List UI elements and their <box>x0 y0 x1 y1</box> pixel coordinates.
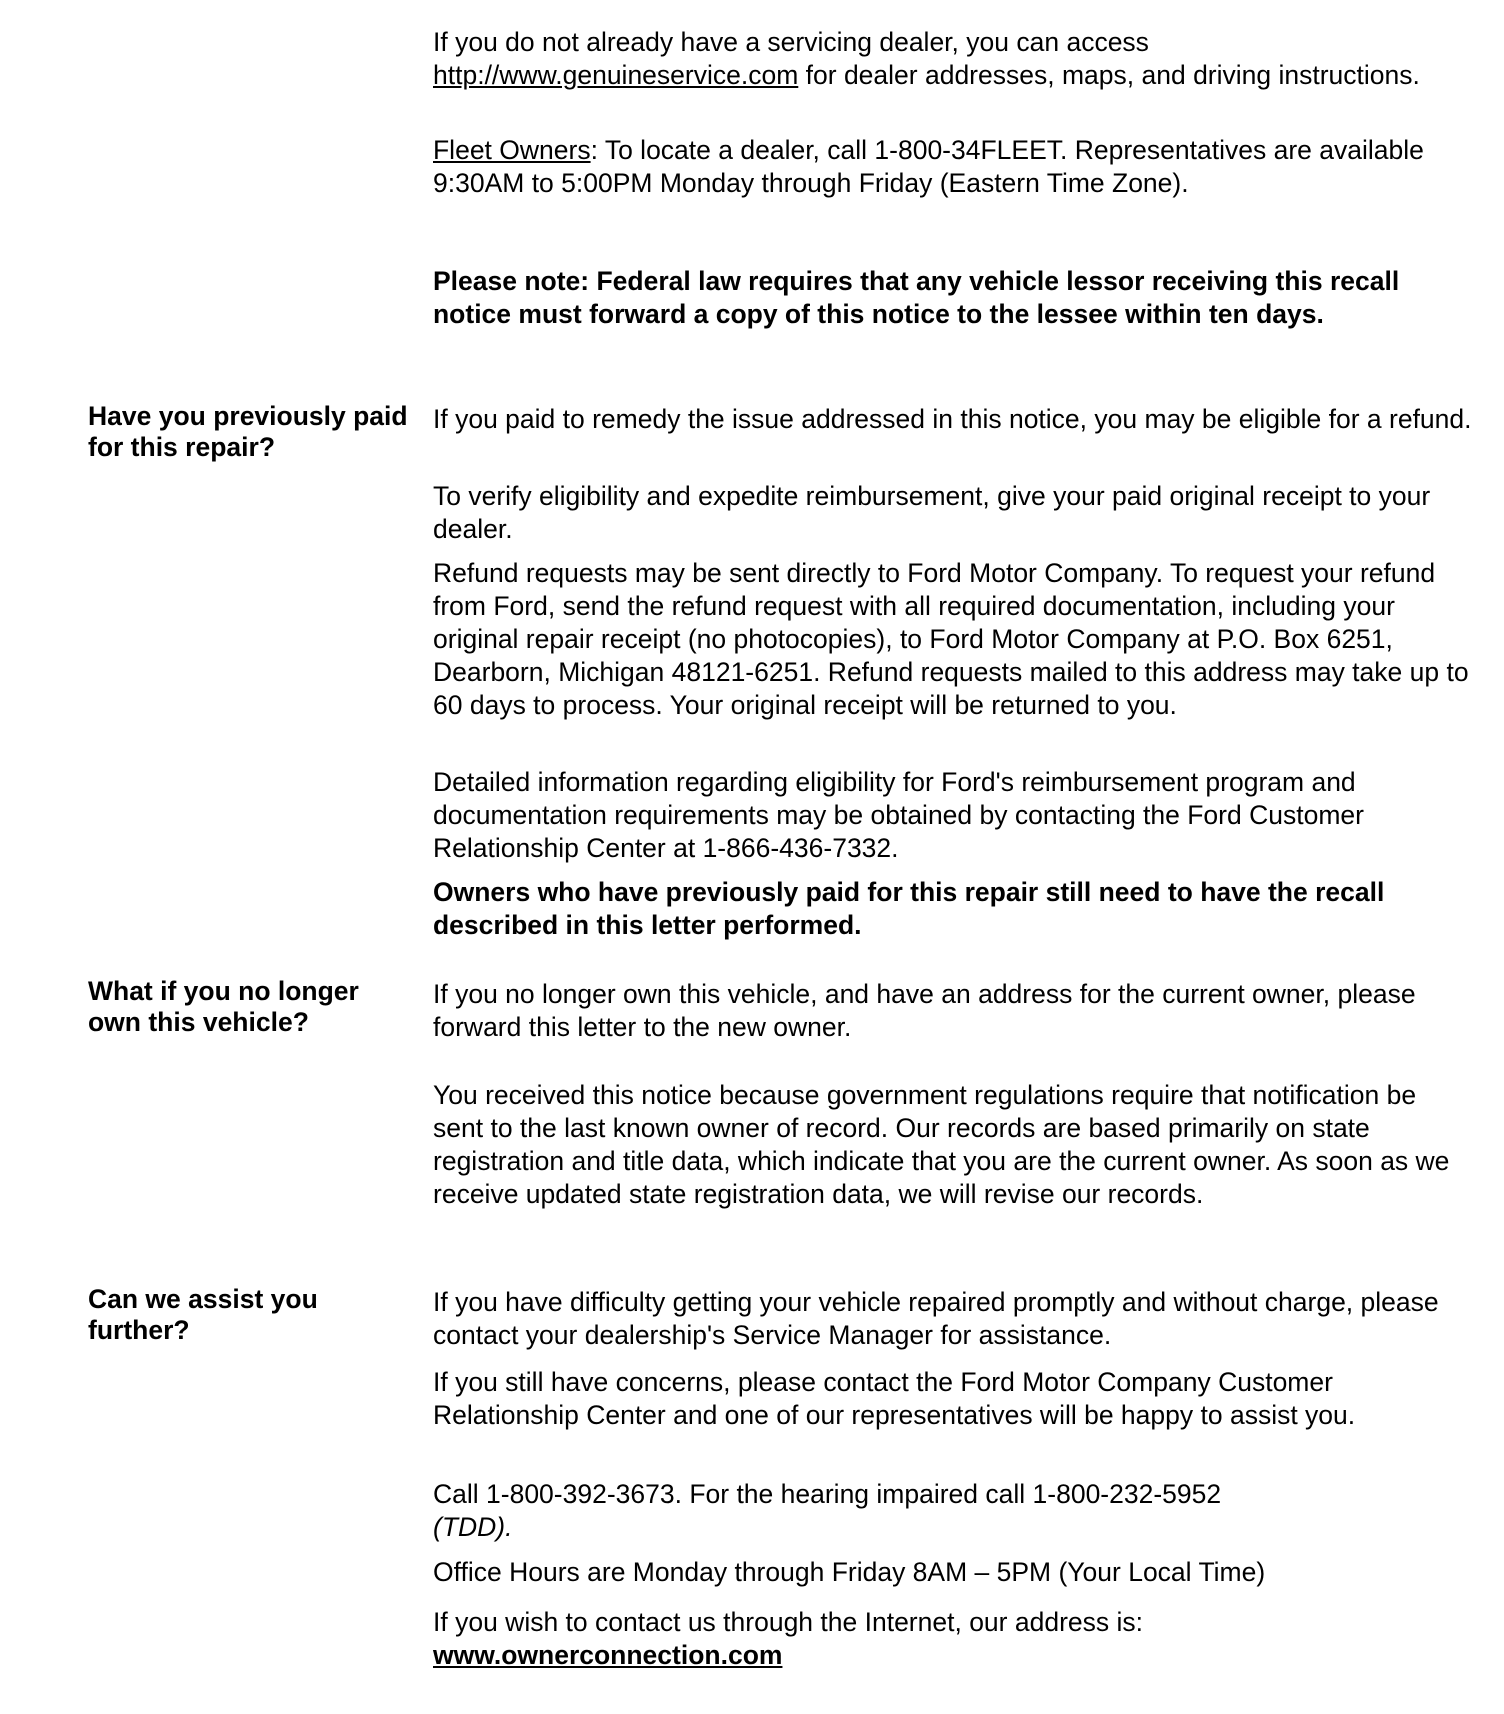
fleet-owners-paragraph <box>433 134 1473 200</box>
federal-law-note-text: Please note: Federal law requires that any vehicle lessor receiving this recall notice must forward a copy of this notice to the lessee within ten days. <box>433 266 1400 329</box>
fleet-owners-text: : To locate a dealer, call 1-800-34FLEET. Representatives are available 9:30AM to 5:00PM Monday through Friday (Eastern Time Zone). <box>433 135 1424 198</box>
assist-para-1 <box>433 1286 1473 1352</box>
call-numbers-text: Call 1-800-392-3673. For the hearing impaired call 1-800-232-5952 <box>433 1479 1222 1509</box>
office-hours-text: Office Hours are Monday through Friday 8AM – 5PM (Your Local Time) <box>433 1557 1266 1587</box>
federal-law-note <box>433 265 1473 331</box>
dealer-access-paragraph <box>433 26 1473 92</box>
internet-text: If you wish to contact us through the Internet, our address is: <box>433 1607 1144 1637</box>
assist-heading: Can we assist you further? <box>88 1284 318 1345</box>
office-hours-paragraph <box>433 1556 1473 1589</box>
paid-section-heading: Have you previously paid for this repair? <box>88 401 408 462</box>
no-longer-para-1-text: If you no longer own this vehicle, and have an address for the current owner, please forward this letter to the new owner. <box>433 979 1416 1042</box>
paid-para-3-text: Refund requests may be sent directly to Ford Motor Company. To request your refund from Ford, send the refund request with all required documentation, including your original repair receipt (no photocopies), to Ford Motor Company at P.O. Box 6251, Dearborn, Michigan 48121-6251. Refund requests mailed to this address may take up to 60 days to process. Your original receipt will be returned to you. <box>433 558 1469 720</box>
paid-para-3 <box>433 557 1473 722</box>
dealer-access-post-text: for dealer addresses, maps, and driving instructions. <box>805 60 1420 90</box>
genuineservice-link[interactable]: http://www.genuineservice.com <box>433 60 799 90</box>
paid-para-4-text: Detailed information regarding eligibility for Ford's reimbursement program and documentation requirements may be obtained by contacting the Ford Customer Relationship Center at 1-866-436-7332. <box>433 767 1364 863</box>
paid-para-1-text: If you paid to remedy the issue addressed in this notice, you may be eligible for a refund. <box>433 404 1472 434</box>
ownerconnection-link[interactable]: www.ownerconnection.com <box>433 1640 783 1670</box>
paid-para-2 <box>433 480 1473 546</box>
no-longer-para-2 <box>433 1079 1473 1211</box>
assist-para-2 <box>433 1366 1473 1432</box>
paid-bold-note-text: Owners who have previously paid for this repair still need to have the recall described in this letter performed. <box>433 877 1385 940</box>
call-paragraph <box>433 1478 1473 1544</box>
no-longer-para-1 <box>433 978 1473 1044</box>
dealer-access-pre-text: If you do not already have a servicing dealer, you can access <box>433 27 1149 57</box>
assist-para-2-text: If you still have concerns, please contact the Ford Motor Company Customer Relationship Center and one of our representatives will be happy to assist you. <box>433 1367 1356 1430</box>
paid-bold-note <box>433 876 1473 942</box>
fleet-owners-label: Fleet Owners <box>433 135 591 165</box>
paid-para-1 <box>433 403 1473 436</box>
no-longer-para-2-text: You received this notice because government regulations require that notification be sent to the last known owner of record. Our records are based primarily on state registration and title data, which indicate that you are the current owner. As soon as we receive updated state registration data, we will revise our records. <box>433 1080 1450 1209</box>
internet-paragraph <box>433 1606 1473 1672</box>
no-longer-own-heading: What if you no longer own this vehicle? <box>88 976 359 1037</box>
paid-para-4 <box>433 766 1473 865</box>
tdd-text: (TDD). <box>433 1512 513 1542</box>
assist-para-1-text: If you have difficulty getting your vehicle repaired promptly and without charge, please contact your dealership's Service Manager for assistance. <box>433 1287 1439 1350</box>
paid-para-2-text: To verify eligibility and expedite reimbursement, give your paid original receipt to your dealer. <box>433 481 1431 544</box>
